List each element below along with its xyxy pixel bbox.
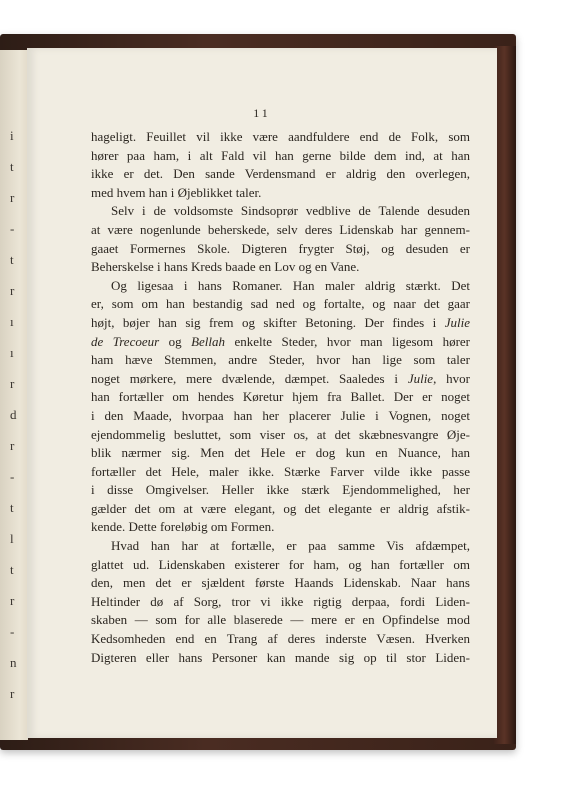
- text-line: Digteren eller hans Personer kan mande sig op til stor Liden-: [91, 649, 470, 665]
- left-page-fragment: r: [10, 376, 15, 391]
- text-line: hageligt. Feuillet vil ikke være aandfuldere end de Folk, som: [91, 129, 470, 144]
- text-segment: noget mørkere, mere dvælende, dæmpet. Saaledes i: [91, 370, 408, 386]
- text-line: i disse Omgivelser. Heller ikke stærk Ejendommelighed, her: [91, 482, 470, 498]
- left-page-fragment: i: [10, 128, 14, 143]
- text-line: Heltinder dø af Sorg, tror vi ikke rigtig derpaa, fordi Liden-: [91, 593, 470, 609]
- text-line: den, men det er sjældent første Haands Lidenskab. Naar hans: [91, 575, 470, 591]
- text-line: at være nogenlunde beherskede, selv deres Lidenskab har gennem-: [91, 221, 470, 237]
- left-page-fragment: t: [10, 252, 14, 267]
- left-page-fragment: -: [10, 221, 15, 236]
- text-line: Kedsomheden end en Trang af deres inderste Væsen. Hverken: [91, 631, 470, 647]
- text-line: [91, 370, 470, 389]
- left-page-margin: [0, 50, 28, 740]
- text-line: kende. Dette foreløbig om Formen.: [91, 519, 275, 535]
- left-page-fragment: n: [10, 655, 17, 670]
- text-line: [91, 333, 470, 352]
- text-line: glattet ud. Lidenskaben existerer for ham, og han fortæller om: [91, 556, 470, 572]
- text-segment: de Trecoeur: [91, 333, 160, 349]
- text-segment: , hvor: [433, 370, 470, 386]
- text-line: ejendommelig besluttet, som viser os, at det skæbnesvangre Øje-: [91, 426, 470, 442]
- left-page-fragment: l: [10, 531, 14, 546]
- text-segment: enkelte Steder, hvor man ligesom hører: [225, 333, 471, 349]
- left-page-fragment: r: [10, 686, 15, 701]
- left-page-fragment: t: [10, 159, 14, 174]
- text-line: i den Maade, hvorpaa han her placerer Julie i Vognen, noget: [91, 407, 470, 423]
- text-line: hører paa ham, i alt Fald vil han gerne bilde dem ind, at han: [91, 147, 470, 163]
- page-number: 11: [253, 106, 271, 120]
- text-segment: højt, bøjer han sig frem og skifter Betoning. Der findes i: [91, 314, 445, 330]
- text-segment: Julie: [444, 314, 470, 330]
- left-page-fragment: t: [10, 500, 14, 515]
- left-page-fragment: ı: [10, 314, 14, 329]
- left-page-fragment: -: [10, 469, 15, 484]
- text-line: skaben — som for alle blaserede — mere er en Opfindelse mod: [91, 612, 470, 628]
- text-line: gælder det om at være elegant, og det elegante er aldrig afstik-: [91, 500, 470, 516]
- text-segment: og: [159, 333, 192, 349]
- text-line: Selv i de voldsomste Sindsoprør vedblive de Talende desuden: [111, 203, 470, 219]
- left-page-fragment: r: [10, 438, 15, 453]
- text-line: ikke er det. Den sande Verdensmand er aldrig den overlegen,: [91, 166, 470, 182]
- page-text: [91, 128, 470, 667]
- text-line: fortæller det Hele, maler ikke. Stærke Farver vilde ikke passe: [91, 463, 470, 479]
- book-page: [27, 48, 497, 738]
- text-line: Beherskelse i hans Kreds baade en Lov og en Vane.: [91, 259, 360, 275]
- left-page-fragment: ı: [10, 345, 14, 360]
- left-page-fragment: -: [10, 624, 15, 639]
- text-segment: Julie: [407, 370, 434, 386]
- left-page-fragment: r: [10, 593, 15, 608]
- text-segment: Bellah: [191, 333, 226, 349]
- text-line: er, som om han bestandig sad ned og fortalte, og naar det gaar: [91, 296, 470, 312]
- text-line: han fortæller om hendes Køretur hjem fra Ballet. Der er noget: [91, 389, 470, 405]
- text-line: ham hæve Stemmen, andre Steder, hvor han lige som taler: [91, 352, 470, 368]
- left-page-fragment: d: [10, 407, 17, 422]
- text-line: blik nærmer sig. Men det Hele er dog kun en Nuance, han: [91, 445, 470, 461]
- left-page-fragment: r: [10, 283, 15, 298]
- left-page-fragment: r: [10, 190, 15, 205]
- text-line: gaaet Formernes Skole. Digteren frygter Støj, og desuden er: [91, 240, 470, 256]
- text-line: Hvad han har at fortælle, er paa samme Vis afdæmpet,: [111, 538, 470, 554]
- left-page-fragment: t: [10, 562, 14, 577]
- text-line: med hvem han i Øjeblikket taler.: [91, 184, 262, 200]
- text-line: Og ligesaa i hans Romaner. Han maler aldrig stærkt. Det: [111, 277, 470, 293]
- text-line: [91, 314, 470, 333]
